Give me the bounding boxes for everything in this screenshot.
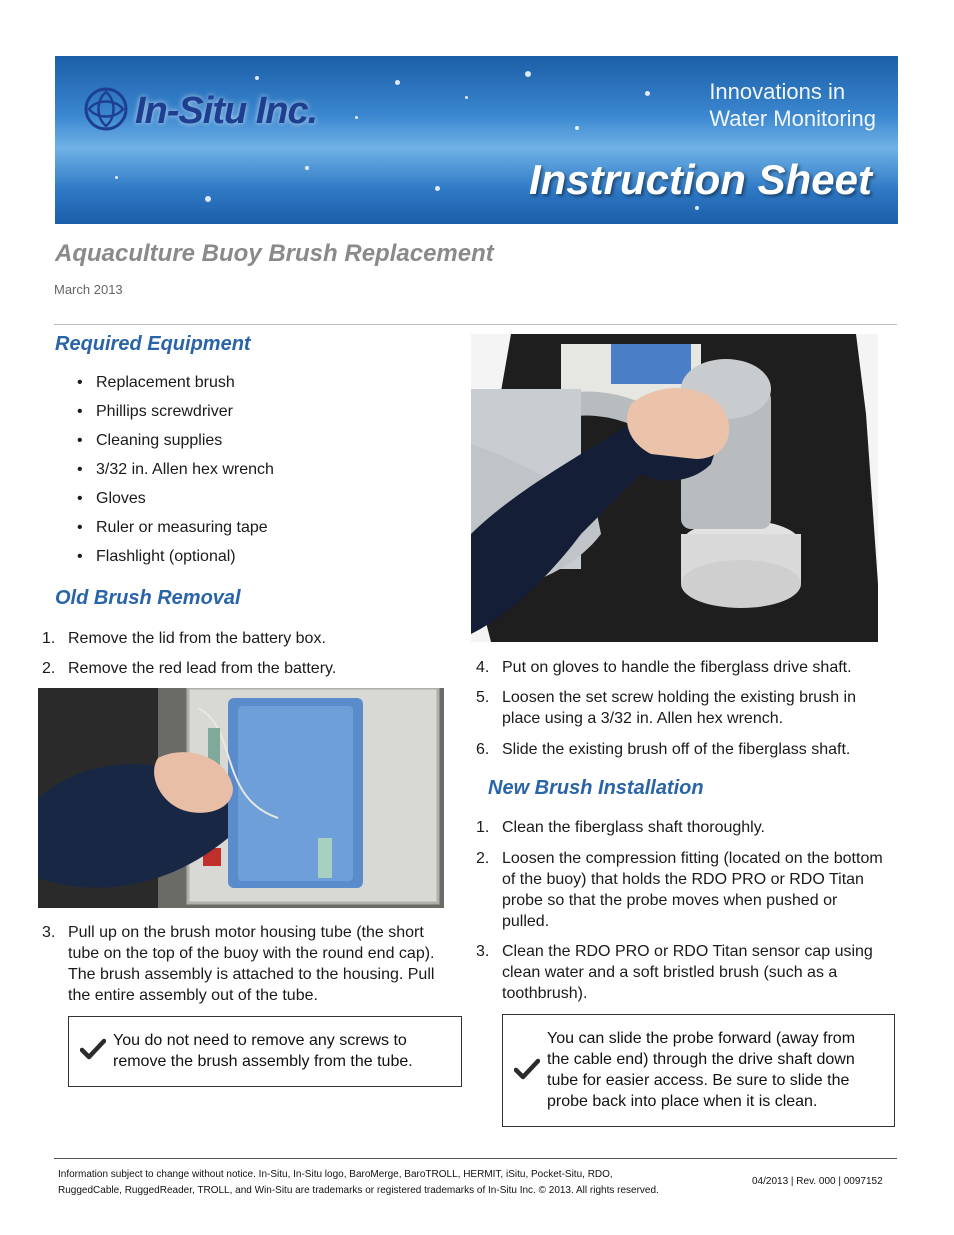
logo-text: In-Situ Inc. (135, 90, 318, 132)
step-number: 6. (476, 741, 490, 758)
required-equipment-heading: Required Equipment (55, 333, 251, 355)
note-box (68, 1016, 462, 1087)
note-box (502, 1014, 895, 1127)
step-text: Put on gloves to handle the fiberglass drive shaft. (502, 659, 852, 676)
brush-housing-photo (471, 334, 878, 642)
list-item: • Replacement brush (96, 374, 274, 403)
header-banner (55, 56, 898, 224)
note-text-line: tube for easier access. Be sure to slide the (547, 1072, 850, 1089)
document-date: March 2013 (54, 282, 123, 297)
footer-divider (54, 1158, 897, 1159)
step-item (476, 687, 896, 731)
step-text-line: the entire assembly out of the tube. (68, 987, 318, 1004)
step-item (476, 739, 896, 761)
checkmark-icon (80, 1038, 106, 1065)
step-number: 1. (476, 819, 490, 836)
step-number: 1. (42, 630, 56, 647)
list-item: • Ruler or measuring tape (96, 519, 274, 548)
footer-legal-line: Information subject to change without notice. In-Situ, In-Situ logo, BaroMerge, BaroTROLL, HERMIT, iSitu, Pocket-Situ, RDO, (58, 1169, 613, 1180)
footer-legal (58, 1167, 728, 1199)
step-text: Remove the lid from the battery box. (68, 630, 326, 647)
step-text-line: Loosen the set screw holding the existing brush in (502, 689, 856, 706)
step-text-line: place using a 3/32 in. Allen hex wrench. (502, 710, 784, 727)
sheet-title: Instruction Sheet (528, 156, 872, 203)
logo-knot-icon (83, 86, 129, 137)
tagline (709, 78, 876, 132)
list-item: • Gloves (96, 490, 274, 519)
equipment-list (96, 374, 274, 577)
list-item: • Cleaning supplies (96, 432, 274, 461)
list-item: • Flashlight (optional) (96, 548, 274, 577)
step-text: Clean the fiberglass shaft thoroughly. (502, 819, 765, 836)
step-number: 5. (476, 689, 490, 706)
step-number: 2. (476, 850, 490, 867)
footer-legal-line: RuggedCable, RuggedReader, TROLL, and Win-Situ are trademarks or registered trademarks of In-Situ Inc. © 2013. All rights reserved. (58, 1185, 659, 1196)
step-item (476, 941, 896, 1007)
step-item (476, 817, 896, 839)
step-text-line: Clean the RDO PRO or RDO Titan sensor cap using (502, 943, 873, 960)
note-text-line: You can slide the probe forward (away from (547, 1030, 856, 1047)
step-text-line: pulled. (502, 913, 550, 930)
company-logo (83, 86, 317, 137)
step-item (42, 658, 462, 680)
step-text-line: Loosen the compression fitting (located on the bottom (502, 850, 883, 867)
step-text-line: toothbrush). (502, 985, 588, 1002)
note-text-line: probe back into place when it is clean. (547, 1093, 818, 1110)
list-item: • Phillips screwdriver (96, 403, 274, 432)
document-title: Aquaculture Buoy Brush Replacement (55, 240, 494, 267)
step-item (476, 657, 896, 679)
step-text: Slide the existing brush off of the fiberglass shaft. (502, 741, 851, 758)
step-text-line: probe so that the probe moves when pushed or (502, 892, 838, 909)
step-number: 3. (476, 943, 490, 960)
step-number: 2. (42, 660, 56, 677)
tagline-line-1: Innovations in (709, 79, 846, 104)
step-text-line: Pull up on the brush motor housing tube (the short (68, 924, 424, 941)
note-text-line: remove the brush assembly from the tube. (113, 1053, 413, 1070)
footer-revision: 04/2013 | Rev. 000 | 0097152 (752, 1176, 883, 1187)
step-text-line: of the buoy) that holds the RDO PRO or RDO Titan (502, 871, 864, 888)
tagline-line-2: Water Monitoring (709, 106, 876, 131)
note-text-line: the cable end) through the drive shaft down (547, 1051, 855, 1068)
list-item: • 3/32 in. Allen hex wrench (96, 461, 274, 490)
new-brush-installation-heading: New Brush Installation (488, 777, 704, 799)
step-item (42, 922, 462, 1008)
old-brush-removal-heading: Old Brush Removal (55, 587, 241, 609)
step-number: 4. (476, 659, 490, 676)
checkmark-icon (514, 1058, 540, 1085)
step-item (476, 848, 896, 934)
divider (54, 324, 897, 325)
step-number: 3. (42, 924, 56, 941)
note-text-line: You do not need to remove any screws to (113, 1032, 407, 1049)
step-item (42, 628, 462, 650)
battery-box-photo (38, 688, 444, 908)
step-text-line: The brush assembly is attached to the housing. Pull (68, 966, 435, 983)
step-text: Remove the red lead from the battery. (68, 660, 337, 677)
step-text-line: tube on the top of the buoy with the round end cap). (68, 945, 435, 962)
step-text-line: clean water and a soft bristled brush (such as a (502, 964, 838, 981)
